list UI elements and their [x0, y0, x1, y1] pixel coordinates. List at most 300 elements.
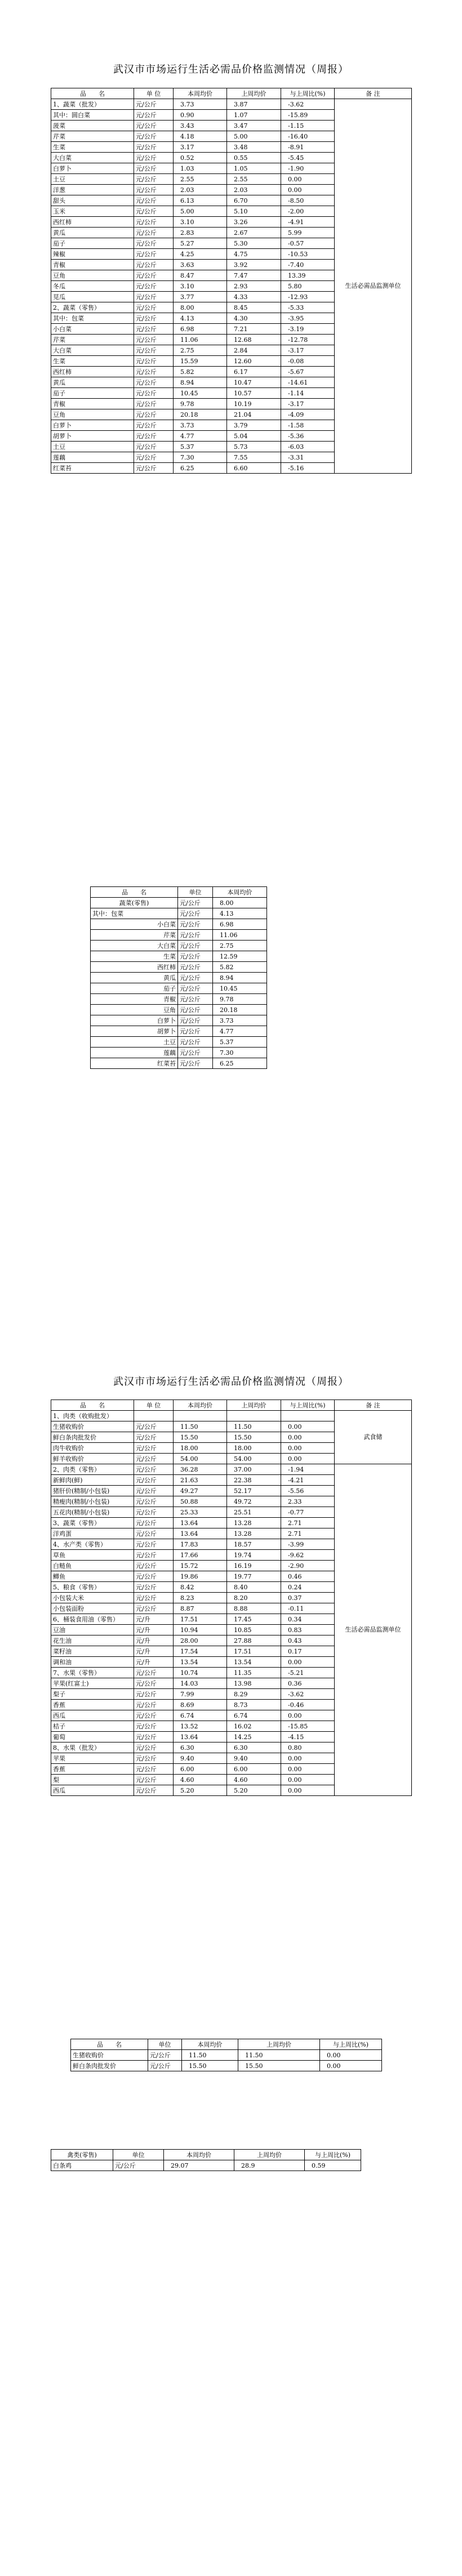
cell-name: 桔子 — [51, 1721, 134, 1732]
cell-change: -3.99 — [281, 1539, 335, 1550]
cell-this-week: 36.28 — [174, 1464, 227, 1475]
cell-this-week: 5.00 — [174, 206, 227, 217]
cell-unit: 元/公斤 — [134, 409, 174, 420]
cell-this-week: 5.37 — [213, 1037, 267, 1048]
cell-this-week: 6.98 — [174, 324, 227, 335]
cell-change: -9.62 — [281, 1550, 335, 1561]
cell-name: 大白菜 — [91, 941, 178, 951]
cell-last-week: 17.45 — [227, 1614, 281, 1625]
cell-this-week: 10.94 — [174, 1625, 227, 1635]
cell-last-week: 8.29 — [227, 1689, 281, 1700]
cell-name: 菜籽油 — [51, 1646, 134, 1657]
cell-name: 黄瓜 — [51, 377, 134, 388]
cell-unit: 元/公斤 — [134, 281, 174, 292]
cell-last-week: 12.68 — [227, 335, 281, 345]
cell-this-week: 15.50 — [182, 2061, 238, 2071]
cell-change: -10.53 — [281, 249, 335, 260]
cell-name: 西红柿 — [51, 367, 134, 377]
cell-unit: 元/公斤 — [134, 260, 174, 270]
cell-name: 莲藕 — [91, 1048, 178, 1058]
cell-unit: 元/公斤 — [134, 249, 174, 260]
cell-last-week: 49.72 — [227, 1496, 281, 1507]
cell-change: -0.77 — [281, 1507, 335, 1518]
cell-change: -3.19 — [281, 324, 335, 335]
note-cell: 生活必需品监测单位 — [335, 99, 412, 474]
cell-name: 西瓜 — [51, 1710, 134, 1721]
cell-this-week: 3.63 — [174, 260, 227, 270]
cell-last-week: 5.30 — [227, 238, 281, 249]
cell-name: 白萝卜 — [91, 1015, 178, 1026]
cell-unit: 元/公斤 — [134, 217, 174, 228]
table-row — [91, 908, 267, 919]
cell-last-week: 4.30 — [227, 313, 281, 324]
cell-change: -14.61 — [281, 377, 335, 388]
cell-change: 2.71 — [281, 1528, 335, 1539]
cell-unit: 元/公斤 — [134, 185, 174, 195]
cell-name: 茄子 — [91, 983, 178, 994]
cell-last-week: 8.20 — [227, 1593, 281, 1603]
table-row — [51, 2160, 361, 2171]
cell-this-week: 28.00 — [174, 1635, 227, 1646]
cell-unit: 元/升 — [134, 1657, 174, 1668]
cell-this-week: 3.73 — [174, 99, 227, 110]
cell-name: 鲜羊收购价 — [51, 1454, 134, 1464]
cell-this-week: 6.30 — [174, 1742, 227, 1753]
cell-change: -5.56 — [281, 1486, 335, 1496]
header-note: 备 注 — [335, 88, 412, 99]
cell-last-week: 13.28 — [227, 1528, 281, 1539]
cell-this-week: 8.00 — [213, 898, 267, 908]
cell-last-week: 6.70 — [227, 195, 281, 206]
cell-last-week: 3.26 — [227, 217, 281, 228]
cell-name: 白鲢鱼 — [51, 1561, 134, 1571]
cell-name: 小包装大米 — [51, 1593, 134, 1603]
report1-table-wrap — [51, 88, 412, 474]
cell-name: 苹果 — [51, 1753, 134, 1764]
cell-this-week: 5.37 — [174, 442, 227, 452]
cell-unit: 元/公斤 — [178, 962, 213, 973]
cell-name: 白萝卜 — [51, 163, 134, 174]
cell-unit: 元/公斤 — [178, 898, 213, 908]
cell-name: 甜头 — [51, 195, 134, 206]
cell-last-week: 3.79 — [227, 420, 281, 431]
cell-last-week: 54.00 — [227, 1454, 281, 1464]
cell-this-week: 8.23 — [174, 1593, 227, 1603]
cell-change: 0.00 — [281, 1710, 335, 1721]
cell-last-week: 4.60 — [227, 1775, 281, 1785]
cell-unit: 元/公斤 — [178, 919, 213, 930]
cell-this-week: 3.77 — [174, 292, 227, 302]
cell-this-week: 6.25 — [213, 1058, 267, 1069]
cell-name: 茄子 — [51, 238, 134, 249]
cell-last-week: 3.47 — [227, 121, 281, 131]
cell-last-week: 37.00 — [227, 1464, 281, 1475]
header-last-week: 上周均价 — [234, 2150, 305, 2160]
cell-name: 猪肝价(精制/小包装) — [51, 1486, 134, 1496]
cell-change: -1.15 — [281, 121, 335, 131]
cell-last-week: 6.17 — [227, 367, 281, 377]
table-row — [91, 1005, 267, 1015]
cell-change: -0.46 — [281, 1700, 335, 1710]
cell-this-week: 14.03 — [174, 1678, 227, 1689]
cell-change: 0.36 — [281, 1678, 335, 1689]
cell-name: 蔬菜(零售) — [91, 898, 178, 908]
cell-last-week: 6.74 — [227, 1710, 281, 1721]
cell-last-week: 8.88 — [227, 1603, 281, 1614]
cell-this-week: 17.66 — [174, 1550, 227, 1561]
cell-unit: 元/公斤 — [178, 1005, 213, 1015]
cell-name: 豆角 — [51, 409, 134, 420]
cell-last-week: 6.30 — [227, 1742, 281, 1753]
cell-name: 大白菜 — [51, 345, 134, 356]
cell-last-week: 2.93 — [227, 281, 281, 292]
cell-this-week: 21.63 — [174, 1475, 227, 1486]
cell-this-week: 3.73 — [213, 1015, 267, 1026]
header-this-week: 本周均价 — [164, 2150, 234, 2160]
cell-name: 西红柿 — [51, 217, 134, 228]
cell-unit: 元/公斤 — [134, 335, 174, 345]
cell-unit: 元/公斤 — [134, 1710, 174, 1721]
cell-name: 大白菜 — [51, 153, 134, 163]
cell-change: -7.40 — [281, 260, 335, 270]
table-row — [91, 973, 267, 983]
cell-last-week: 5.10 — [227, 206, 281, 217]
header-unit: 单位 — [178, 887, 213, 898]
cell-unit: 元/公斤 — [178, 941, 213, 951]
cell-change: 2.71 — [281, 1518, 335, 1528]
cell-name: 莲藕 — [51, 452, 134, 463]
cell-last-week: 10.85 — [227, 1625, 281, 1635]
cell-unit: 元/公斤 — [134, 463, 174, 474]
header-this-week: 本周均价 — [174, 1400, 227, 1411]
cell-name: 五花肉(精制/小包装) — [51, 1507, 134, 1518]
header-unit: 单 位 — [134, 1400, 174, 1411]
cell-last-week: 7.21 — [227, 324, 281, 335]
cell-name: 芹菜 — [91, 930, 178, 941]
cell-last-week: 8.40 — [227, 1582, 281, 1593]
cell-this-week: 2.03 — [174, 185, 227, 195]
cell-name: 青椒 — [51, 399, 134, 409]
header-name: 品 名 — [51, 1400, 134, 1411]
cell-unit: 元/公斤 — [134, 1689, 174, 1700]
cell-name: 小包装面粉 — [51, 1603, 134, 1614]
cell-name: 红菜苔 — [51, 463, 134, 474]
cell-last-week: 5.04 — [227, 431, 281, 442]
cell-this-week: 15.59 — [174, 356, 227, 367]
cell-change: -3.17 — [281, 399, 335, 409]
cell-unit: 元/公斤 — [134, 388, 174, 399]
cell-this-week: 13.64 — [174, 1528, 227, 1539]
cell-name: 土豆 — [51, 174, 134, 185]
cell-this-week: 50.88 — [174, 1496, 227, 1507]
cell-change: -12.78 — [281, 335, 335, 345]
header-last-week: 上周均价 — [227, 1400, 281, 1411]
cell-this-week: 5.82 — [174, 367, 227, 377]
cell-name: 鲫鱼 — [51, 1571, 134, 1582]
cell-change: 0.00 — [281, 1454, 335, 1464]
cell-unit: 元/公斤 — [134, 420, 174, 431]
cell-unit: 元/公斤 — [134, 110, 174, 121]
cell-unit: 元/公斤 — [134, 99, 174, 110]
cell-unit: 元/公斤 — [134, 1496, 174, 1507]
report4-table-wrap — [70, 2039, 382, 2071]
cell-this-week: 5.20 — [174, 1785, 227, 1796]
cell-unit: 元/公斤 — [134, 1593, 174, 1603]
header-name: 品 名 — [71, 2039, 148, 2050]
cell-name: 小白菜 — [51, 324, 134, 335]
cell-last-week: 3.87 — [227, 99, 281, 110]
cell-unit: 元/公斤 — [134, 131, 174, 142]
cell-unit: 元/公斤 — [134, 163, 174, 174]
header-this-week: 本周均价 — [182, 2039, 238, 2050]
cell-last-week: 15.50 — [227, 1432, 281, 1443]
cell-last-week: 5.00 — [227, 131, 281, 142]
cell-name: 青椒 — [51, 260, 134, 270]
cell-unit: 元/公斤 — [134, 1603, 174, 1614]
cell-last-week: 9.40 — [227, 1753, 281, 1764]
cell-last-week: 2.55 — [227, 174, 281, 185]
cell-name: 香蕉 — [51, 1700, 134, 1710]
cell-change: -8.91 — [281, 142, 335, 153]
cell-last-week: 10.57 — [227, 388, 281, 399]
report5-table — [51, 2149, 361, 2171]
cell-unit: 元/公斤 — [134, 1775, 174, 1785]
cell-unit: 元/公斤 — [134, 1454, 174, 1464]
cell-last-week: 4.33 — [227, 292, 281, 302]
report2-table-wrap — [90, 886, 267, 1069]
cell-last-week: 2.84 — [227, 345, 281, 356]
cell-this-week: 29.07 — [164, 2160, 234, 2171]
cell-change: -5.16 — [281, 463, 335, 474]
cell-unit: 元/升 — [134, 1635, 174, 1646]
cell-this-week: 12.59 — [213, 951, 267, 962]
cell-this-week: 25.33 — [174, 1507, 227, 1518]
cell-this-week: 18.00 — [174, 1443, 227, 1454]
note-cell-top: 武食储 — [335, 1411, 412, 1464]
cell-change: 5.80 — [281, 281, 335, 292]
table-row — [51, 1411, 412, 1421]
cell-this-week: 20.18 — [174, 409, 227, 420]
cell-change: -5.36 — [281, 431, 335, 442]
cell-unit: 元/公斤 — [134, 228, 174, 238]
table-row — [91, 1015, 267, 1026]
table-row — [91, 951, 267, 962]
cell-unit: 元/公斤 — [134, 1507, 174, 1518]
cell-last-week: 8.73 — [227, 1700, 281, 1710]
cell-unit: 元/公斤 — [134, 399, 174, 409]
cell-last-week: 2.67 — [227, 228, 281, 238]
cell-name: 生猪收购价 — [71, 2050, 148, 2061]
cell-this-week: 2.75 — [213, 941, 267, 951]
cell-this-week: 10.74 — [174, 1668, 227, 1678]
cell-change: 0.00 — [281, 174, 335, 185]
cell-this-week: 7.99 — [174, 1689, 227, 1700]
cell-last-week: 7.55 — [227, 452, 281, 463]
cell-last-week: 14.25 — [227, 1732, 281, 1742]
cell-unit: 元/公斤 — [134, 1678, 174, 1689]
cell-this-week: 1.03 — [174, 163, 227, 174]
cell-name: 鲜白条肉批发价 — [51, 1432, 134, 1443]
cell-unit: 元/公斤 — [134, 121, 174, 131]
cell-this-week: 17.51 — [174, 1614, 227, 1625]
cell-name: 3、蔬菜（零售） — [51, 1518, 134, 1528]
cell-name: 肉牛收购价 — [51, 1443, 134, 1454]
cell-change: 0.17 — [281, 1646, 335, 1657]
cell-last-week: 1.07 — [227, 110, 281, 121]
cell-last-week: 6.60 — [227, 463, 281, 474]
cell-this-week: 8.87 — [174, 1603, 227, 1614]
report3-header-row — [51, 1400, 412, 1411]
cell-unit: 元/公斤 — [134, 1742, 174, 1753]
table-row — [91, 983, 267, 994]
table-row — [71, 2050, 382, 2061]
cell-change: -15.89 — [281, 110, 335, 121]
cell-name: 2、肉类（零售） — [51, 1464, 134, 1475]
table-row — [91, 994, 267, 1005]
cell-name: 豆角 — [51, 270, 134, 281]
cell-last-week: 10.47 — [227, 377, 281, 388]
cell-name: 生菜 — [91, 951, 178, 962]
cell-this-week: 6.98 — [213, 919, 267, 930]
cell-unit: 元/公斤 — [178, 908, 213, 919]
cell-change: -8.50 — [281, 195, 335, 206]
cell-unit: 元/公斤 — [178, 930, 213, 941]
cell-change: 2.33 — [281, 1496, 335, 1507]
report4-header-row — [71, 2039, 382, 2050]
cell-this-week: 15.50 — [174, 1432, 227, 1443]
cell-this-week: 8.00 — [174, 302, 227, 313]
cell-change: -5.33 — [281, 302, 335, 313]
cell-last-week: 4.75 — [227, 249, 281, 260]
cell-name: 玉米 — [51, 206, 134, 217]
cell-change: -0.11 — [281, 1603, 335, 1614]
header-last-week: 上周均价 — [238, 2039, 320, 2050]
cell-unit: 元/公斤 — [134, 1753, 174, 1764]
cell-last-week: 13.28 — [227, 1518, 281, 1528]
cell-name: 红菜苔 — [91, 1058, 178, 1069]
cell-this-week: 49.27 — [174, 1486, 227, 1496]
cell-unit: 元/公斤 — [134, 302, 174, 313]
cell-unit: 元/公斤 — [134, 270, 174, 281]
cell-this-week: 2.55 — [174, 174, 227, 185]
cell-name: 土豆 — [51, 442, 134, 452]
cell-last-week: 18.00 — [227, 1443, 281, 1454]
cell-unit: 元/公斤 — [134, 442, 174, 452]
cell-this-week: 13.54 — [174, 1657, 227, 1668]
cell-unit: 元/公斤 — [134, 238, 174, 249]
report2-table — [90, 886, 267, 1069]
cell-unit: 元/公斤 — [134, 377, 174, 388]
cell-this-week: 4.13 — [213, 908, 267, 919]
cell-last-week: 6.00 — [227, 1764, 281, 1775]
cell-this-week: 20.18 — [213, 1005, 267, 1015]
cell-name: 胡萝卜 — [51, 431, 134, 442]
cell-last-week: 1.05 — [227, 163, 281, 174]
cell-unit: 元/公斤 — [134, 1571, 174, 1582]
header-change: 与上周比(%) — [305, 2150, 361, 2160]
cell-this-week: 11.06 — [174, 335, 227, 345]
cell-change: 0.24 — [281, 1582, 335, 1593]
cell-name: 精瘦肉(精制/小包装) — [51, 1496, 134, 1507]
cell-this-week: 0.52 — [174, 153, 227, 163]
cell-change: 0.34 — [281, 1614, 335, 1625]
table-row — [91, 1048, 267, 1058]
cell-unit: 元/公斤 — [178, 1015, 213, 1026]
table-row — [91, 1058, 267, 1069]
cell-unit: 元/公斤 — [134, 452, 174, 463]
cell-unit: 元/公斤 — [134, 324, 174, 335]
cell-unit: 元/公斤 — [134, 1432, 174, 1443]
cell-this-week: 8.47 — [174, 270, 227, 281]
cell-change: -1.94 — [281, 1464, 335, 1475]
table-row — [91, 1026, 267, 1037]
cell-name: 白萝卜 — [51, 420, 134, 431]
cell-change: -4.21 — [281, 1475, 335, 1486]
report3-title: 武汉市市场运行生活必需品价格监测情况（周报） — [113, 1376, 349, 1388]
cell-change: -6.03 — [281, 442, 335, 452]
cell-name: 冬瓜 — [51, 281, 134, 292]
cell-unit: 元/公斤 — [134, 1464, 174, 1475]
cell-unit: 元/公斤 — [134, 1732, 174, 1742]
cell-unit: 元/公斤 — [134, 1421, 174, 1432]
cell-change: -2.00 — [281, 206, 335, 217]
table-row — [91, 898, 267, 908]
cell-this-week: 3.17 — [174, 142, 227, 153]
cell-this-week: 4.60 — [174, 1775, 227, 1785]
cell-last-week: 17.51 — [227, 1646, 281, 1657]
cell-unit: 元/公斤 — [134, 1486, 174, 1496]
cell-this-week: 8.94 — [174, 377, 227, 388]
cell-unit: 元/公斤 — [134, 206, 174, 217]
header-note: 备 注 — [335, 1400, 412, 1411]
table-row — [91, 941, 267, 951]
cell-this-week: 11.06 — [213, 930, 267, 941]
cell-unit: 元/公斤 — [178, 951, 213, 962]
cell-name: 豆角 — [91, 1005, 178, 1015]
cell-unit: 元/公斤 — [134, 1721, 174, 1732]
cell-this-week: 3.10 — [174, 217, 227, 228]
header-unit: 单 位 — [134, 88, 174, 99]
cell-change: -3.95 — [281, 313, 335, 324]
cell-last-week: 13.54 — [227, 1657, 281, 1668]
cell-change: -15.85 — [281, 1721, 335, 1732]
cell-this-week: 4.25 — [174, 249, 227, 260]
cell-name: 青椒 — [91, 994, 178, 1005]
cell-change: 0.83 — [281, 1625, 335, 1635]
cell-change: -2.90 — [281, 1561, 335, 1571]
table-row — [71, 2061, 382, 2071]
cell-unit: 元/公斤 — [134, 1668, 174, 1678]
cell-this-week: 8.94 — [213, 973, 267, 983]
header-name: 品 名 — [51, 88, 134, 99]
cell-this-week: 7.30 — [174, 452, 227, 463]
cell-this-week: 5.82 — [213, 962, 267, 973]
cell-last-week: 28.9 — [234, 2160, 305, 2171]
table-row — [91, 930, 267, 941]
cell-name: 白条鸡 — [51, 2160, 113, 2171]
cell-change: 0.00 — [281, 1764, 335, 1775]
cell-name: 生菜 — [51, 142, 134, 153]
cell-name: 苋瓜 — [51, 292, 134, 302]
cell-name: 6、桶装食用油（零售） — [51, 1614, 134, 1625]
cell-unit: 元/公斤 — [134, 345, 174, 356]
cell-this-week: 15.72 — [174, 1561, 227, 1571]
cell-change: 0.00 — [320, 2061, 382, 2071]
cell-change — [281, 1411, 335, 1421]
header-name: 品 名 — [91, 887, 178, 898]
cell-last-week: 7.47 — [227, 270, 281, 281]
cell-unit: 元/公斤 — [134, 1443, 174, 1454]
